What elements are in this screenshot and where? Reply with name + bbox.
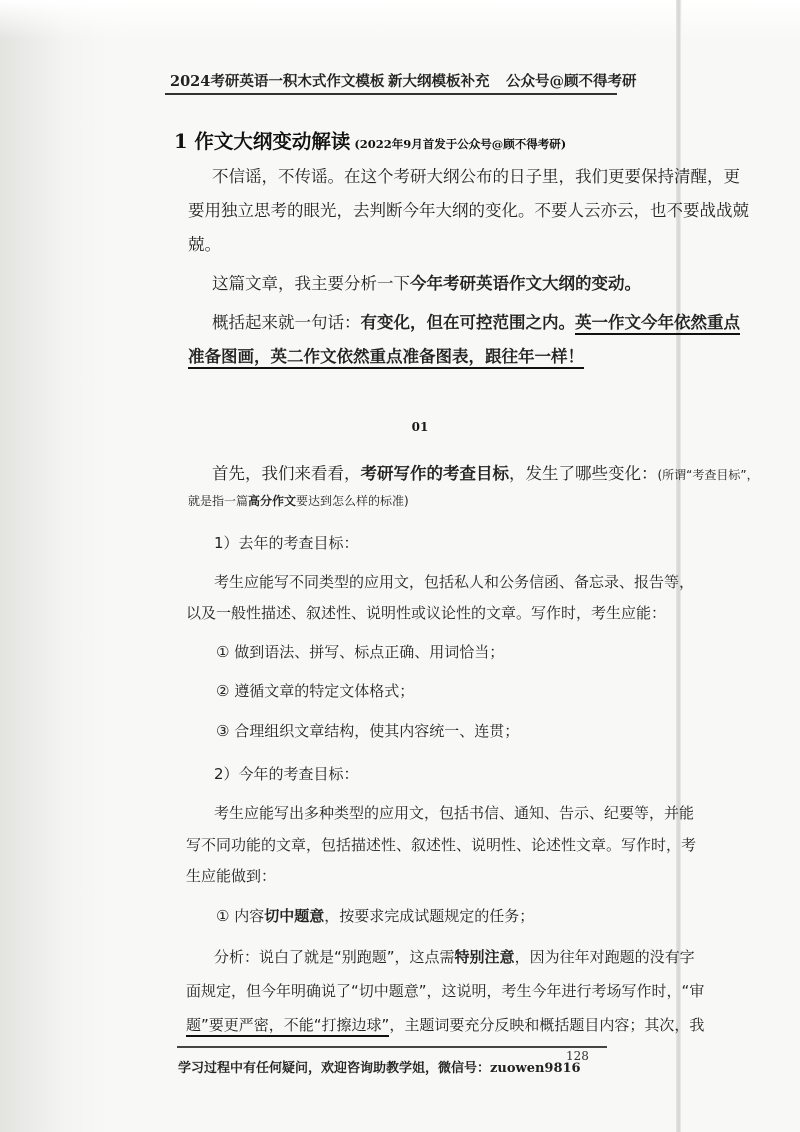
analysis-text: 分析：说白了就是“别跑题”，这点需 bbox=[214, 948, 455, 966]
section-lead-text: 就是指一篇 bbox=[188, 494, 249, 508]
this-year-item-emphasis: 切中题意 bbox=[264, 907, 325, 925]
header-account: 公众号@顾不得考研 bbox=[506, 73, 637, 90]
section-lead-note: (所谓“考查目标”， bbox=[657, 468, 759, 482]
last-year-item: ② 遵循文章的特定文体格式； bbox=[216, 682, 415, 700]
last-year-item: ① 做到语法、拼写、标点正确、用词恰当； bbox=[216, 643, 505, 661]
this-year-heading: 2）今年的考查目标： bbox=[214, 765, 359, 783]
chapter-title-main: 1 作文大纲变动解读 bbox=[174, 130, 351, 153]
section-number: 01 bbox=[411, 420, 429, 434]
intro-underlined: 英一作文今年依然重点 bbox=[575, 313, 740, 335]
last-year-heading: 1）去年的考查目标： bbox=[214, 534, 359, 552]
this-year-line: 写不同功能的文章，包括描述性、叙述性、说明性、论述性文章。写作时，考 bbox=[186, 836, 697, 854]
intro-emphasis: 今年考研英语作文大纲的变动。 bbox=[410, 274, 641, 293]
footer-contact: 学习过程中有任何疑问，欢迎咨询助教学姐，微信号：zuowen9816 bbox=[178, 1061, 581, 1076]
section-lead-emphasis: 考研写作的考查目标 bbox=[360, 464, 509, 483]
this-year-item-text: ，按要求完成试题规定的任务； bbox=[324, 907, 535, 925]
section-lead-cont bbox=[188, 492, 409, 509]
last-year-item: ③ 合理组织文章结构，使其内容统一、连贯； bbox=[216, 722, 520, 740]
last-year-line: 以及一般性描述、叙述性、说明性或议论性的文章。写作时，考生应能： bbox=[186, 604, 667, 622]
intro-emphasis: 有变化，但在可控范围之内。 bbox=[360, 313, 575, 332]
intro-line: 不信谣，不传谣。在这个考研大纲公布的日子里，我们更要保持清醒，更 bbox=[212, 167, 740, 186]
page-number: 128 bbox=[566, 1049, 589, 1063]
section-lead bbox=[212, 460, 759, 484]
intro-underlined: 准备图画，英二作文依然重点准备图表，跟往年一样！ bbox=[188, 347, 584, 369]
analysis-line bbox=[214, 946, 695, 967]
intro-paragraph-3 bbox=[212, 309, 740, 333]
section-lead-emphasis: 高分作文 bbox=[248, 494, 297, 508]
analysis-text: ，因为往年对跑题的没有字 bbox=[514, 948, 695, 966]
header-section-name: 新大纲模板补充 bbox=[388, 73, 490, 90]
section-lead-text: 首先，我们来看看， bbox=[212, 464, 361, 483]
this-year-item bbox=[216, 905, 534, 926]
footer-rule bbox=[177, 1046, 607, 1048]
analysis-text: ，主题词要充分反映和概括题目内容；其次，我 bbox=[389, 1016, 705, 1034]
this-year-line: 考生应能写出多种类型的应用文，包括书信、通知、告示、纪要等，并能 bbox=[214, 804, 695, 822]
last-year-line: 考生应能写不同类型的应用文，包括私人和公务信函、备忘录、报告等， bbox=[214, 573, 695, 591]
section-lead-text: ，发生了哪些变化： bbox=[509, 464, 658, 483]
intro-text: 概括起来就一句话： bbox=[212, 313, 361, 332]
header-book-title: 2024考研英语一积木式作文模板 bbox=[170, 73, 385, 90]
intro-paragraph-2 bbox=[212, 270, 641, 294]
analysis-line: 面规定，但今年明确说了“切中题意”，这说明，考生今年进行考场写作时，“审 bbox=[186, 982, 705, 1000]
intro-text: 这篇文章，我主要分析一下 bbox=[212, 274, 410, 293]
section-lead-text: 要达到怎么样的标准) bbox=[296, 494, 409, 508]
intro-line: 要用独立思考的眼光，去判断今年大纲的变化。不要人云亦云，也不要战战兢 bbox=[188, 201, 749, 220]
analysis-emphasis: 特别注意 bbox=[454, 948, 515, 966]
scan-shadow bbox=[0, 0, 110, 1132]
analysis-line bbox=[186, 1014, 704, 1035]
chapter-title bbox=[174, 126, 566, 154]
intro-paragraph-3-cont bbox=[188, 343, 584, 367]
this-year-line: 生应能做到： bbox=[186, 867, 277, 885]
chapter-title-note: (2022年9月首发于公众号@顾不得考研) bbox=[354, 137, 567, 151]
analysis-underlined: 题”要更严密，不能“打擦边球” bbox=[186, 1016, 389, 1037]
this-year-item-text: ① 内容 bbox=[216, 907, 265, 925]
intro-line: 兢。 bbox=[188, 235, 221, 254]
header-rule bbox=[165, 93, 617, 95]
